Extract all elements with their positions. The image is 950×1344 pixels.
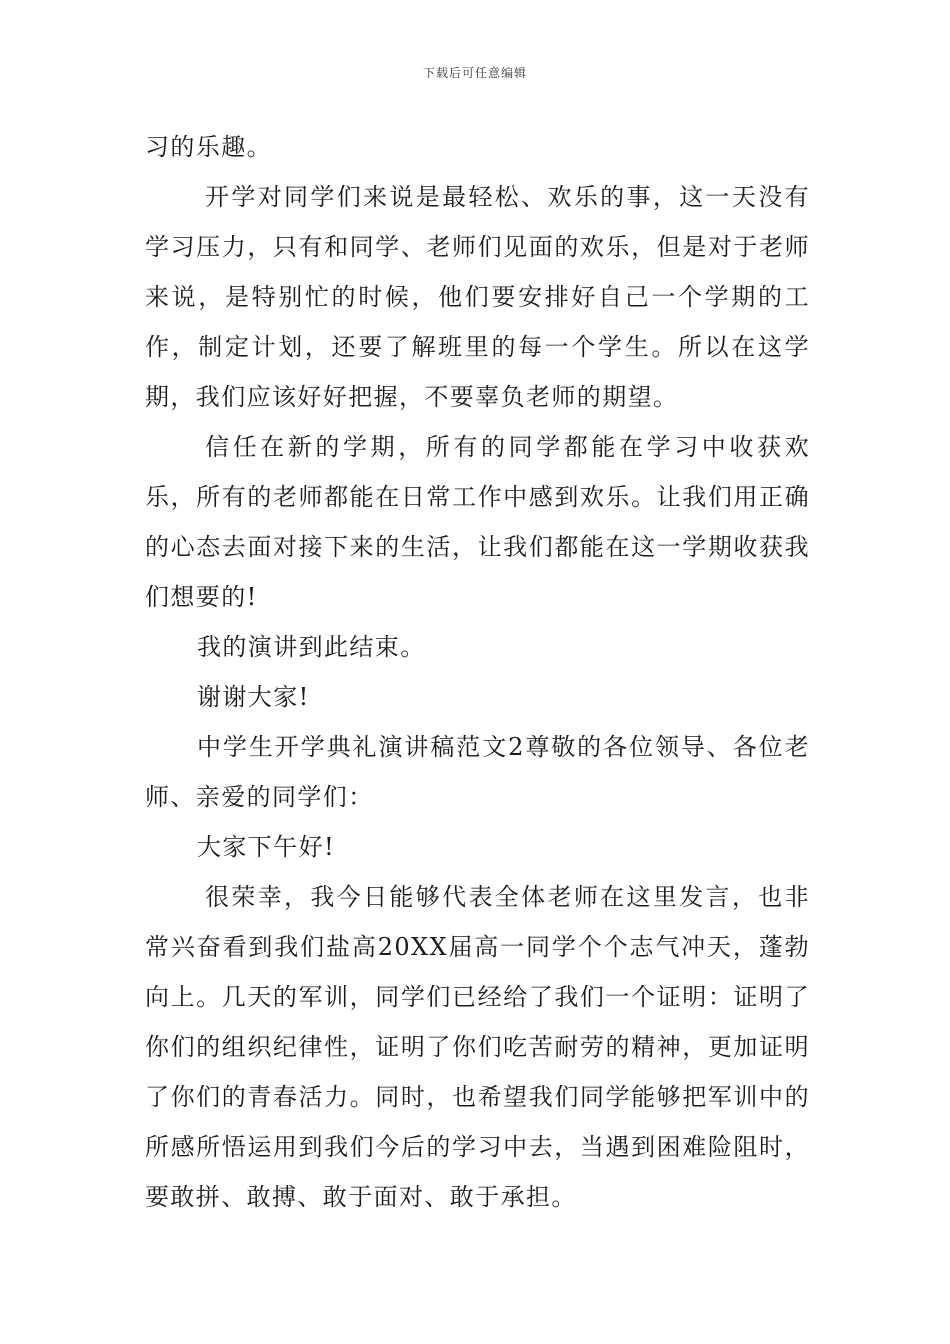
paragraph: 很荣幸，我今日能够代表全体老师在这里发言，也非常兴奋看到我们盐高20XX届高一同学个个志气冲天，蓬勃向上。几天的军训，同学们已经给了我们一个证明：证明了你们的组织纪律性，证明了你们吃苦耐劳的精神，更加证明了你们的青春活力。同时，也希望我们同学能够把军训中的所感所悟运用到我们今后的学习中去，当遇到困难险阻时，要敢拼、敢搏、敢于面对、敢于承担。 xyxy=(145,883,810,1211)
paragraph: 谢谢大家! xyxy=(197,683,310,711)
document-body xyxy=(145,122,810,1222)
paragraph: 开学对同学们来说是最轻松、欢乐的事，这一天没有学习压力，只有和同学、老师们见面的欢乐，但是对于老师来说，是特别忙的时候，他们要安排好自己一个学期的工作，制定计划，还要了解班里的每一个学生。所以在这学期，我们应该好好把握，不要辜负老师的期望。 xyxy=(145,183,810,411)
paragraph: 习的乐趣。 xyxy=(145,133,272,161)
paragraph: 中学生开学典礼演讲稿范文2尊敬的各位领导、各位老师、亲爱的同学们： xyxy=(145,733,810,811)
header-note: 下载后可任意编辑 xyxy=(422,66,527,80)
paragraph: 大家下午好! xyxy=(197,833,336,861)
paragraph: 我的演讲到此结束。 xyxy=(197,633,426,661)
paragraph: 信任在新的学期，所有的同学都能在学习中收获欢乐，所有的老师都能在日常工作中感到欢乐。让我们用正确的心态去面对接下来的生活，让我们都能在这一学期收获我们想要的! xyxy=(145,433,810,611)
